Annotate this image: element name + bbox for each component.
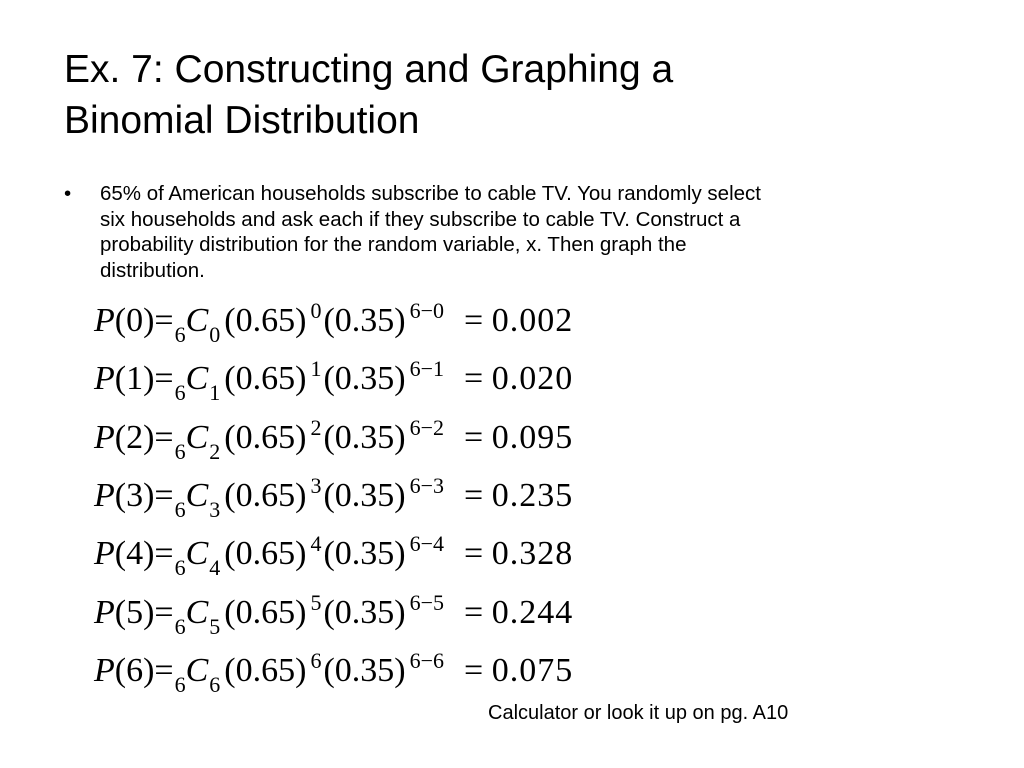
eq-k-value: 4 [126, 535, 144, 573]
equation-row [94, 296, 573, 346]
equation-row [94, 529, 573, 579]
eq-equals: = [464, 476, 492, 514]
eq-k-exponent: 4 [310, 531, 322, 557]
eq-n-subscript: 6 [174, 671, 186, 697]
eq-probability: 0.002 [491, 302, 574, 339]
eq-equals: = [464, 418, 492, 456]
eq-c-symbol: C [185, 651, 209, 689]
eq-probability: 0.235 [491, 476, 574, 514]
eq-k-exponent: 1 [310, 356, 322, 382]
eq-probability: 0.244 [491, 593, 574, 631]
eq-p-symbol: P [94, 535, 115, 573]
eq-k-exponent: 0 [310, 298, 322, 323]
footnote: Calculator or look it up on pg. A10 [488, 702, 789, 724]
eq-p-symbol: P [94, 302, 115, 339]
eq-c-symbol: C [185, 593, 209, 631]
eq-p-base: (0.65) [224, 360, 307, 398]
eq-q-base: (0.35) [323, 593, 406, 631]
eq-open-paren: ( [114, 302, 127, 339]
eq-p-base: (0.65) [224, 476, 307, 514]
eq-probability: 0.328 [491, 535, 574, 573]
eq-equals: = [464, 302, 492, 339]
eq-p-base: (0.65) [224, 302, 307, 339]
eq-close-equals: )= [143, 302, 174, 339]
eq-q-base: (0.35) [323, 360, 406, 398]
eq-close-equals: )= [143, 651, 174, 689]
eq-probability: 0.095 [491, 418, 574, 456]
eq-nk-exponent: 6−0 [409, 298, 445, 323]
eq-nk-exponent: 6−4 [409, 531, 445, 557]
problem-line-3: probability distribution for the random variable, x. Then graph the [100, 233, 687, 256]
eq-k-value: 5 [126, 593, 144, 631]
eq-c-symbol: C [185, 302, 209, 339]
eq-equals: = [464, 535, 492, 573]
eq-open-paren: ( [114, 593, 127, 631]
eq-p-symbol: P [94, 418, 115, 456]
eq-k-exponent: 6 [310, 647, 322, 673]
eq-nk-exponent: 6−6 [409, 647, 445, 673]
bullet-paragraph [64, 181, 954, 283]
eq-p-symbol: P [94, 651, 115, 689]
title-line-2: Binomial Distribution [64, 99, 420, 142]
eq-probability: 0.020 [491, 360, 574, 398]
eq-probability: 0.075 [491, 651, 574, 689]
equation-row [94, 354, 573, 404]
eq-p-symbol: P [94, 593, 115, 631]
equation-row [94, 588, 573, 638]
eq-k-value: 1 [126, 360, 144, 398]
equation-row [94, 471, 573, 521]
title-line-1: Ex. 7: Constructing and Graphing a [64, 48, 674, 91]
eq-q-base: (0.35) [323, 302, 406, 339]
eq-c-symbol: C [185, 360, 209, 398]
eq-k-exponent: 3 [310, 472, 322, 498]
eq-q-base: (0.35) [323, 651, 406, 689]
equation-row [94, 646, 573, 696]
eq-open-paren: ( [114, 418, 127, 456]
eq-close-equals: )= [143, 535, 174, 573]
eq-equals: = [464, 651, 492, 689]
eq-equals: = [464, 360, 492, 398]
eq-nk-exponent: 6−3 [409, 472, 445, 498]
eq-n-subscript: 6 [174, 555, 186, 581]
eq-q-base: (0.35) [323, 535, 406, 573]
eq-p-base: (0.65) [224, 593, 307, 631]
eq-close-equals: )= [143, 476, 174, 514]
eq-k-subscript: 5 [209, 613, 221, 639]
eq-k-subscript: 3 [209, 496, 221, 522]
eq-k-value: 3 [126, 476, 144, 514]
eq-n-subscript: 6 [174, 438, 186, 464]
eq-open-paren: ( [114, 651, 127, 689]
eq-p-symbol: P [94, 476, 115, 514]
eq-p-base: (0.65) [224, 418, 307, 456]
eq-open-paren: ( [114, 360, 127, 398]
eq-close-equals: )= [143, 593, 174, 631]
eq-k-exponent: 2 [310, 414, 322, 440]
eq-q-base: (0.35) [323, 418, 406, 456]
eq-c-symbol: C [185, 476, 209, 514]
eq-close-equals: )= [143, 360, 174, 398]
eq-p-base: (0.65) [224, 651, 307, 689]
eq-k-subscript: 4 [209, 555, 221, 581]
equation-row [94, 413, 573, 463]
problem-line-2: six households and ask each if they subscribe to cable TV. Construct a [100, 207, 741, 231]
eq-nk-exponent: 6−5 [409, 589, 445, 615]
eq-n-subscript: 6 [174, 496, 186, 522]
eq-k-value: 6 [126, 651, 144, 689]
eq-q-base: (0.35) [323, 476, 406, 514]
problem-line-4: distribution. [100, 258, 205, 282]
eq-nk-exponent: 6−2 [409, 414, 445, 440]
eq-k-subscript: 1 [209, 380, 221, 406]
eq-p-base: (0.65) [224, 535, 307, 573]
problem-line-1: 65% of American households subscribe to cable TV. You randomly select [100, 182, 761, 205]
eq-close-equals: )= [143, 418, 174, 456]
problem-statement [100, 181, 954, 283]
eq-open-paren: ( [114, 535, 127, 573]
eq-c-symbol: C [185, 535, 209, 573]
eq-nk-exponent: 6−1 [409, 356, 445, 382]
eq-k-subscript: 0 [209, 322, 221, 347]
eq-k-value: 0 [126, 302, 144, 339]
eq-k-subscript: 2 [209, 438, 221, 464]
eq-p-symbol: P [94, 360, 115, 398]
eq-c-symbol: C [185, 418, 209, 456]
eq-k-value: 2 [126, 418, 144, 456]
eq-equals: = [464, 593, 492, 631]
bullet-icon: • [64, 182, 72, 205]
eq-n-subscript: 6 [174, 322, 186, 347]
slide-title [64, 44, 964, 146]
eq-n-subscript: 6 [174, 613, 186, 639]
eq-n-subscript: 6 [174, 380, 186, 406]
eq-k-subscript: 6 [209, 671, 221, 697]
eq-k-exponent: 5 [310, 589, 322, 615]
eq-open-paren: ( [114, 476, 127, 514]
